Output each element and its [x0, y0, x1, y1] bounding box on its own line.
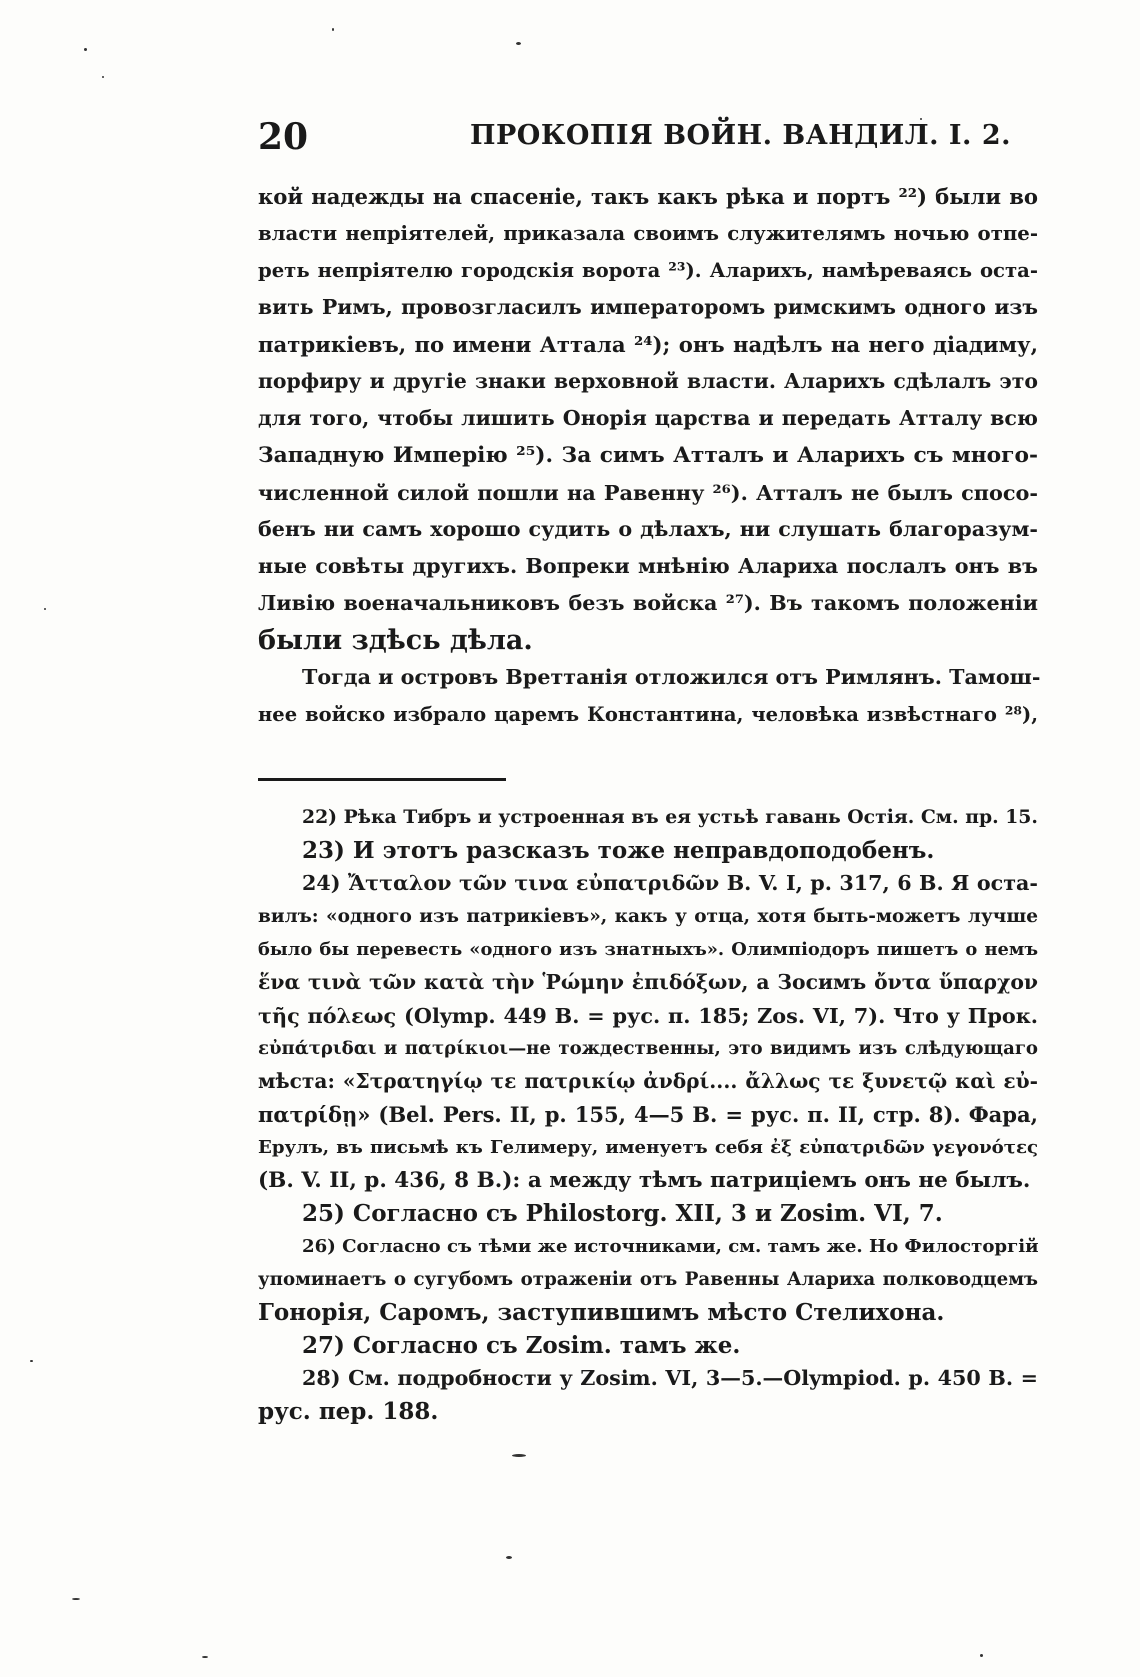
footnote-line: упоминаетъ о сугубомъ отраженіи отъ Равенны Алариха полководцемъ: [258, 1269, 1038, 1290]
scan-speck: [102, 76, 104, 78]
footnote-line: вилъ: «одного изъ патрикіевъ», какъ у отца, хотя быть-можетъ лучше: [258, 906, 1038, 927]
page-header: [258, 116, 1038, 166]
text-line: кой надежды на спасеніе, такъ какъ рѣка и портъ ²²) были во: [258, 184, 1038, 209]
text-line: бенъ ни самъ хорошо судить о дѣлахъ, ни слушать благоразум-: [258, 517, 1038, 541]
text-line: для того, чтобы лишить Онорія царства и передать Атталу всю: [258, 406, 1038, 430]
footnote-line: ἕνα τινὰ τῶν κατὰ τὴν Ῥώμην ἐπιδόξων, а Зосимъ ὄντα ὕπαρχον: [258, 970, 1038, 994]
footnote-line: мѣста: «Στρατηγίῳ τε πατρικίῳ ἀνδρί.... ἄλλως τε ξυνετῷ καὶ εὐ-: [258, 1069, 1038, 1093]
footnote-line: (B. V. II, p. 436, 8 B.): а между тѣмъ патриціемъ онъ не былъ.: [258, 1168, 1031, 1193]
text-line: нее войско избрало царемъ Константина, человѣка извѣстнаго ²⁸),: [258, 703, 1038, 726]
footnote-line: рус. пер. 188.: [258, 1398, 439, 1425]
text-line: ные совѣты другихъ. Вопреки мнѣнію Алариха послалъ онъ въ: [258, 554, 1038, 578]
footnote-line: 26) Согласно съ тѣми же источниками, см. тамъ же. Но Филосторгій: [302, 1236, 1039, 1257]
footnote-line: 25) Согласно съ Philostorg. XII, 3 и Zosim. VI, 7.: [302, 1200, 943, 1227]
text-line: власти непріятелей, приказала своимъ служителямъ ночью отпе-: [258, 222, 1038, 245]
text-line: Западную Имперію ²⁵). За симъ Атталъ и Аларихъ съ много-: [258, 443, 1038, 468]
footnote-line: 27) Согласно съ Zosim. тамъ же.: [302, 1332, 741, 1359]
scan-speck: [72, 1598, 80, 1600]
scan-speck: [332, 28, 334, 31]
scan-speck: [30, 1360, 33, 1362]
footnotes: [258, 801, 1038, 1428]
footnote-line: 24) Ἄτταλον τῶν τινα εὐπατριδῶν B. V. I, p. 317, 6 B. Я оста-: [302, 871, 1038, 895]
text-line: были здѣсь дѣла.: [258, 625, 533, 656]
page-number: 20: [258, 116, 309, 158]
text-line: Ливію военачальниковъ безъ войска ²⁷). Въ такомъ положеніи: [258, 591, 1038, 615]
text-line: реть непріятелю городскія ворота ²³). Аларихъ, намѣреваясь оста-: [258, 259, 1038, 282]
scan-speck: [44, 608, 46, 610]
footnote-line: Гонорія, Саромъ, заступившимъ мѣсто Стелихона.: [258, 1299, 945, 1326]
footnote-separator: [258, 778, 506, 781]
scan-speck: [920, 118, 922, 120]
footnote-line: было бы перевесть «одного изъ знатныхъ». Олимпіодоръ пишетъ о немъ: [258, 939, 1038, 960]
text-line: вить Римъ, провозгласилъ императоромъ римскимъ одного изъ: [258, 295, 1038, 319]
text-line: патрикіевъ, по имени Аттала ²⁴); онъ надѣлъ на него діадиму,: [258, 332, 1038, 357]
footnote-line: Ерулъ, въ письмѣ къ Гелимеру, именуетъ себя ἐξ εὐπατριδῶν γεγονότες: [258, 1137, 1038, 1158]
footnote-line: εὐπάτριδαι и πατρίκιοι—не тождественны, это видимъ изъ слѣдующаго: [258, 1038, 1038, 1059]
scan-speck: [512, 1454, 526, 1457]
scan-speck: [84, 48, 87, 51]
main-text: [258, 178, 1041, 733]
footnote-line: 23) И этотъ разсказъ тоже неправдоподобенъ.: [302, 837, 935, 864]
footnote-line: 28) См. подробности у Zosim. VI, 3—5.—Olympiod. p. 450 B. =: [302, 1366, 1038, 1390]
scan-speck: [980, 1654, 983, 1657]
text-line: численной силой пошли на Равенну ²⁶). Атталъ не былъ спосо-: [258, 480, 1038, 505]
text-line: Тогда и островъ Вреттанія отложился отъ Римлянъ. Тамош-: [302, 665, 1041, 689]
text-line: порфиру и другіе знаки верховной власти. Аларихъ сдѣлалъ это: [258, 369, 1038, 393]
scan-speck: [516, 42, 521, 45]
footnote-line: πατρίδῃ» (Bel. Pers. II, p. 155, 4—5 B. = рус. п. II, стр. 8). Фара,: [258, 1102, 1038, 1127]
running-head: ПРОКОПІЯ ВОЙН. ВАНДИЛ. I. 2.: [470, 120, 1012, 151]
scan-speck: [202, 1656, 208, 1658]
footnote-line: 22) Рѣка Тибръ и устроенная въ ея устьѣ гавань Остія. См. пр. 15.: [302, 806, 1038, 828]
scan-speck: [506, 1556, 512, 1559]
footnote-line: τῆς πόλεως (Olymp. 449 B. = рус. п. 185; Zos. VI, 7). Что у Прок.: [258, 1003, 1038, 1028]
